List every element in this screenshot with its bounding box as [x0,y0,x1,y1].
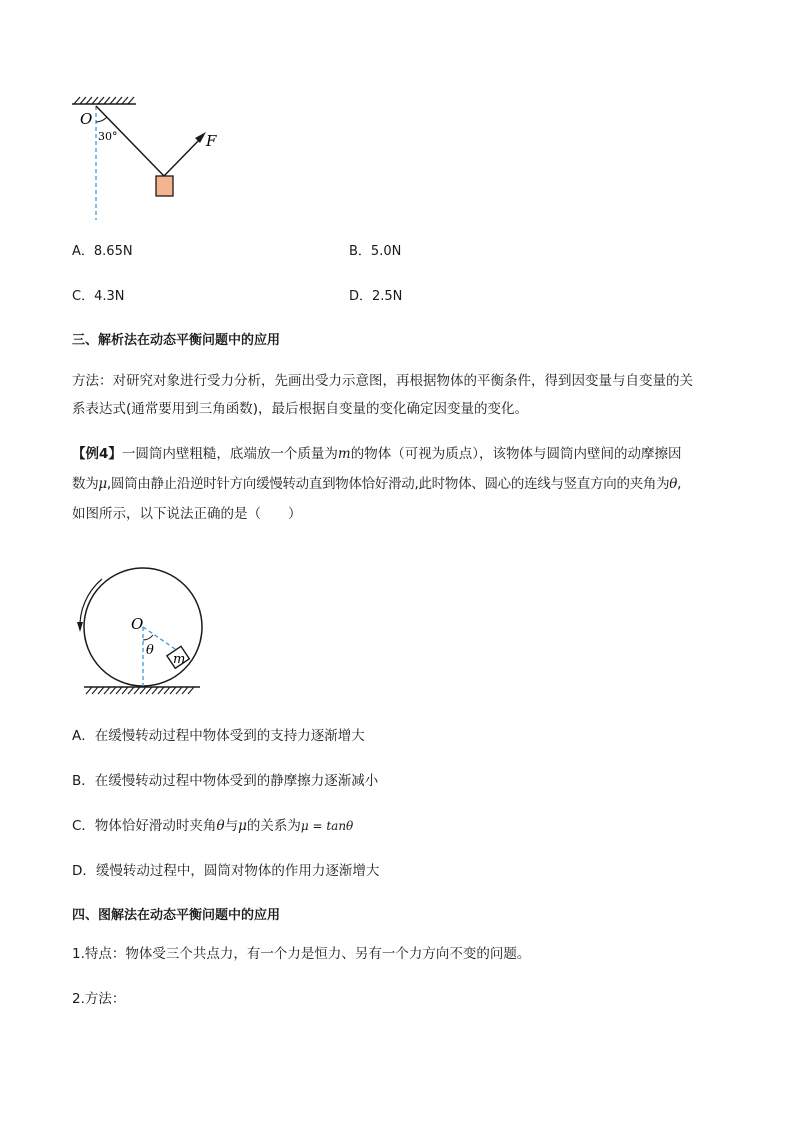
force-arrow-line [164,136,203,176]
ex4-option-c-formula: μ = tanθ [300,819,354,833]
section3-method-line2: 系表达式(通常要用到三角函数)，最后根据自变量的变化确定因变量的变化。 [72,401,529,417]
section4-item2: 2.方法： [72,991,126,1007]
center-o-label: O [131,615,144,633]
force-f-label: F [206,132,217,150]
ex4-option-c-c: 的关系为 [246,818,301,834]
example4-line2 [72,468,681,500]
theta-arc [143,635,153,640]
angle-arc [96,117,107,122]
example4-line3: 如图所示，以下说法正确的是（ ） [72,506,302,522]
rotation-arrowhead [77,622,83,632]
angle-30-label: 30° [98,130,118,143]
section3-heading: 三、解析法在动态平衡问题中的应用 [72,333,281,348]
theta-label: θ [146,643,154,658]
ex4-option-c-b: 与 [224,818,239,834]
example4-tag: 【例4】 [72,446,122,462]
example4-line2-a: 数为 [72,476,99,492]
section4-item1: 1.特点：物体受三个共点力，有一个力是恒力、另有一个力方向不变的问题。 [72,946,531,962]
ex4-option-a: A．在缓慢转动过程中物体受到的支持力逐渐增大 [72,728,365,744]
option-a-prev: A．8.65N [72,244,133,259]
figure-pendulum-force [60,88,240,228]
ex4-option-c-a: C．物体恰好滑动时夹角 [72,818,217,834]
example4-line2-b: ,圆筒由静止沿逆时针方向缓慢转动直到物体恰好滑动,此时物体、圆心的连线与竖直方向的夹角为 [106,476,670,492]
ex4-option-c-theta: θ [216,818,225,834]
option-b-prev: B．5.0N [349,244,402,259]
section4-heading: 四、图解法在动态平衡问题中的应用 [72,908,281,923]
ex4-option-b: B．在缓慢转动过程中物体受到的静摩擦力逐渐减小 [72,773,379,789]
example4-line2-c: , [677,476,682,492]
example4-line1 [72,440,681,468]
ceiling-hatch [74,97,134,104]
block [156,176,173,196]
mass-m-label: m [173,652,186,667]
mass-symbol: m [337,446,351,462]
ex4-option-d: D．缓慢转动过程中，圆筒对物体的作用力逐渐增大 [72,863,380,879]
section3-method [72,367,693,423]
mu-symbol: μ [98,476,107,492]
option-d-prev: D．2.5N [349,289,403,304]
force-arrowhead [195,132,206,143]
section3-method-line1: 方法：对研究对象进行受力分析，先画出受力示意图，再根据物体的平衡条件，得到因变量与自变量的关 [72,373,693,389]
option-c-prev: C．4.3N [72,289,125,304]
ground-hatch [86,687,194,694]
ex4-option-c [72,817,353,835]
rotation-arrow-arc [80,579,102,630]
ex4-option-c-mu: μ [238,818,247,834]
example4-line1-text: 一圆筒内壁粗糙，底端放一个质量为 [121,446,338,462]
figure-rotating-cylinder [66,560,216,700]
point-o-label: O [80,110,93,128]
theta-symbol: θ [669,476,678,492]
example4-line1-rest: 的物体（可视为质点），该物体与圆筒内壁间的动摩擦因 [350,446,682,462]
example4-stem [72,440,681,528]
